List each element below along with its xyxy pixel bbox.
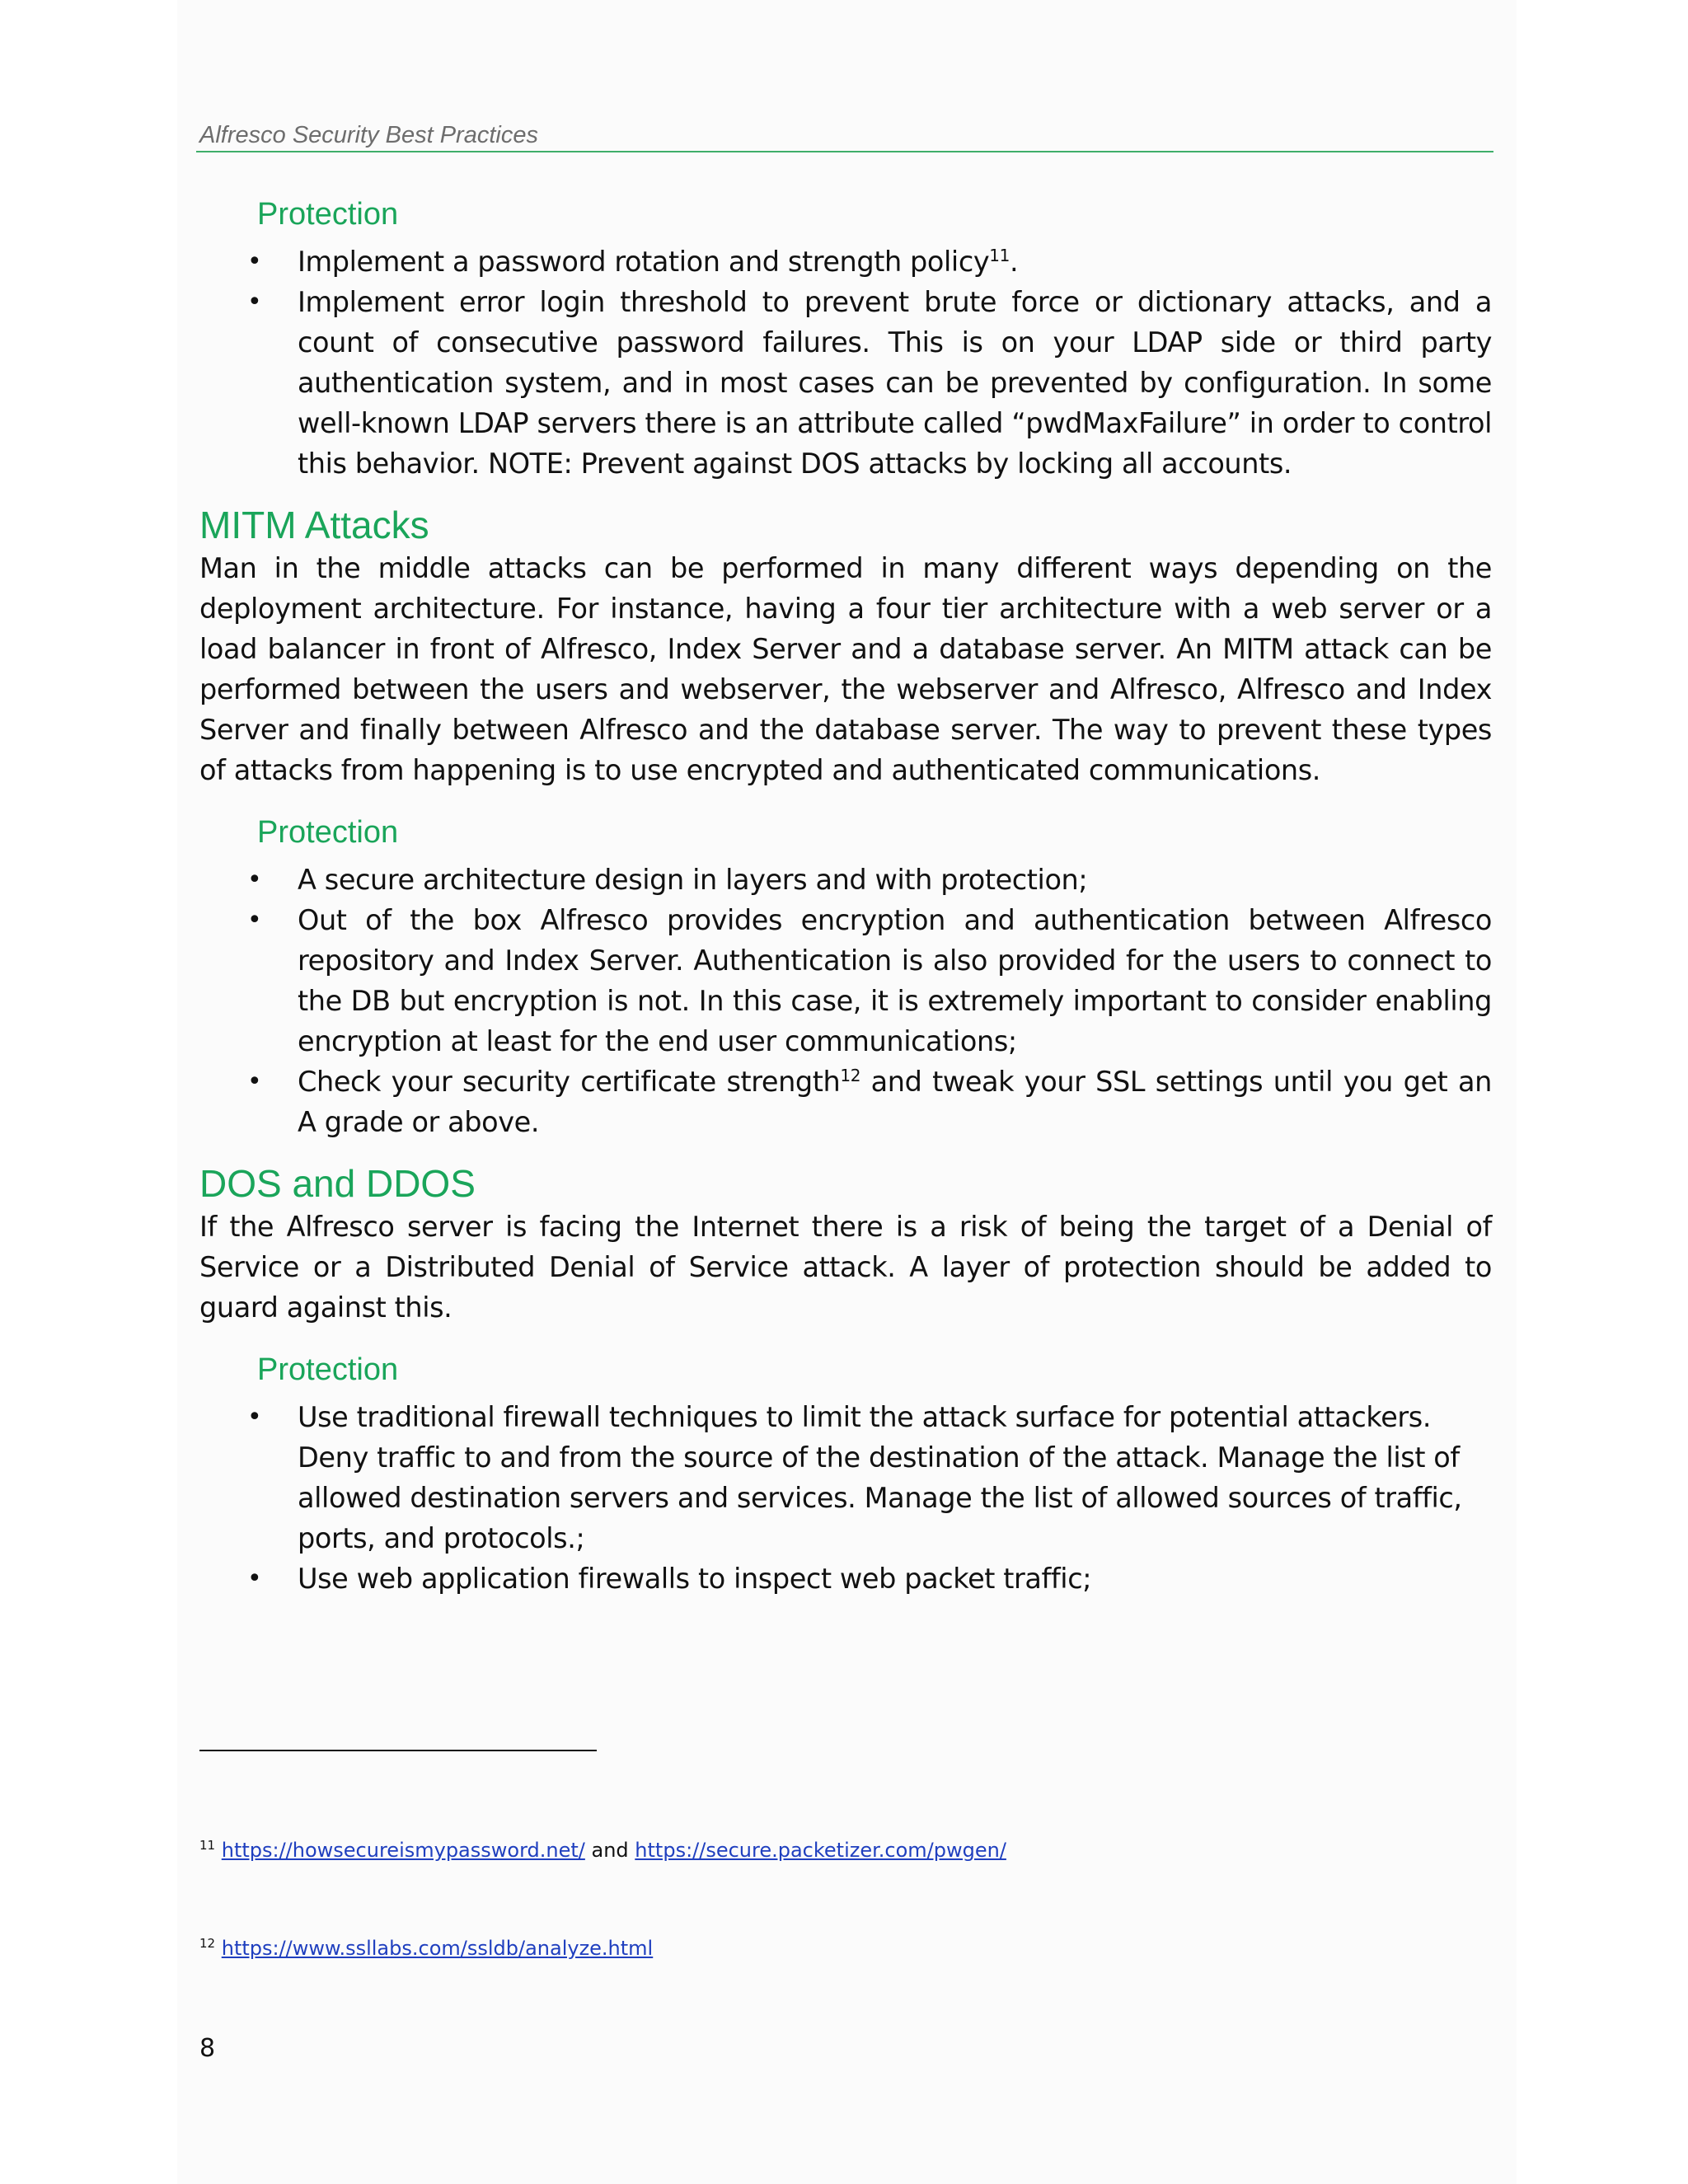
list-item-text: Implement error login threshold to prevent brute force or dictionary attacks, and a count of consecutive password failures. This is on your LDAP side or third party authentication system, and in most cases can be prevented by configuration. In some well-known LDAP servers there is an attribute called “pwdMaxFailure” in order to control this behavior. NOTE: Prevent against DOS attacks by locking all accounts. <box>298 286 1492 480</box>
list-item-text: Out of the box Alfresco provides encryption and authentication between Alfresco repository and Index Server. Authentication is also provided for the users to connect to the DB but encryption is not. In this case, it is extremely important to consider enabling encryption at least for the end user communications; <box>298 904 1492 1057</box>
mitm-body: Man in the middle attacks can be performed in many different ways depending on the deployment architecture. For instance, having a four tier architecture with a web server or a load balancer in front of Alfresco, Index Server and a database server. An MITM attack can be performed between the users and webserver, the webserver and Alfresco, Alfresco and Index Server and finally between Alfresco and the database server. The way to prevent these types of attacks from happening is to use encrypted and authenticated communications. <box>199 552 1492 786</box>
footnote-number: 11 <box>199 1838 216 1853</box>
bullet-icon: • <box>247 865 262 894</box>
footnote-joiner: and <box>584 1839 635 1862</box>
dos-body: If the Alfresco server is facing the Internet there is a risk of being the target of a Denial of Service or a Distributed Denial of Service attack. A layer of protection should be added to guard against this. <box>199 1211 1492 1324</box>
list-item <box>199 860 1492 900</box>
protection-heading-mitm: Protection <box>257 815 399 850</box>
page-number: 8 <box>199 2034 216 2063</box>
footnote-number: 12 <box>199 1936 216 1951</box>
protection-heading-dos: Protection <box>257 1352 399 1387</box>
list-item-text: Use web application firewalls to inspect web packet traffic; <box>298 1563 1092 1595</box>
footnote-link-ssllabs[interactable]: https://www.ssllabs.com/ssldb/analyze.html <box>221 1937 654 1960</box>
bullet-icon: • <box>247 247 262 276</box>
section-title-mitm: MITM Attacks <box>199 504 429 546</box>
bullet-icon: • <box>247 288 262 316</box>
footnote-link-password-checker[interactable]: https://howsecureismypassword.net/ <box>221 1839 585 1862</box>
list-item-text: Use traditional firewall techniques to limit the attack surface for potential attackers. Deny traffic to and from the source of the destination of the attack. Manage the list of allowed destination servers and services. Manage the list of allowed sources of traffic, ports, and protocols.; <box>298 1401 1462 1554</box>
bullet-icon: • <box>247 906 262 935</box>
footnote-link-pwgen[interactable]: https://secure.packetizer.com/pwgen/ <box>635 1839 1006 1862</box>
footnote-11 <box>199 1838 1006 1863</box>
list-item <box>199 1062 1492 1142</box>
bullet-icon: • <box>247 1067 262 1096</box>
list-item-suffix: and tweak your SSL settings until you get an A grade or above. <box>298 1066 1492 1138</box>
list-item-text: A secure architecture design in layers and with protection; <box>298 864 1088 896</box>
footnote-separator <box>199 1750 597 1751</box>
bullet-icon: • <box>247 1403 262 1432</box>
bullet-icon: • <box>247 1564 262 1593</box>
footnote-ref[interactable]: 11 <box>989 245 1010 265</box>
main-content <box>199 194 1492 1599</box>
list-item-text: Implement a password rotation and strength policy <box>298 246 990 278</box>
list-item <box>199 900 1492 1062</box>
list-item-suffix: . <box>1009 246 1019 278</box>
list-item <box>199 241 1492 282</box>
header-rule <box>196 151 1493 152</box>
list-item <box>199 1397 1492 1558</box>
dos-protection-list <box>199 1397 1492 1599</box>
footnote-ref[interactable]: 12 <box>840 1065 861 1085</box>
password-protection-list <box>199 241 1492 484</box>
list-item-text: Check your security certificate strength <box>298 1066 841 1098</box>
mitm-protection-list <box>199 860 1492 1142</box>
protection-heading-passwords: Protection <box>257 197 399 232</box>
list-item <box>199 1558 1492 1599</box>
section-title-dos: DOS and DDOS <box>199 1162 476 1205</box>
footnote-12 <box>199 1936 653 1961</box>
list-item <box>199 282 1492 484</box>
running-header: Alfresco Security Best Practices <box>199 122 538 148</box>
